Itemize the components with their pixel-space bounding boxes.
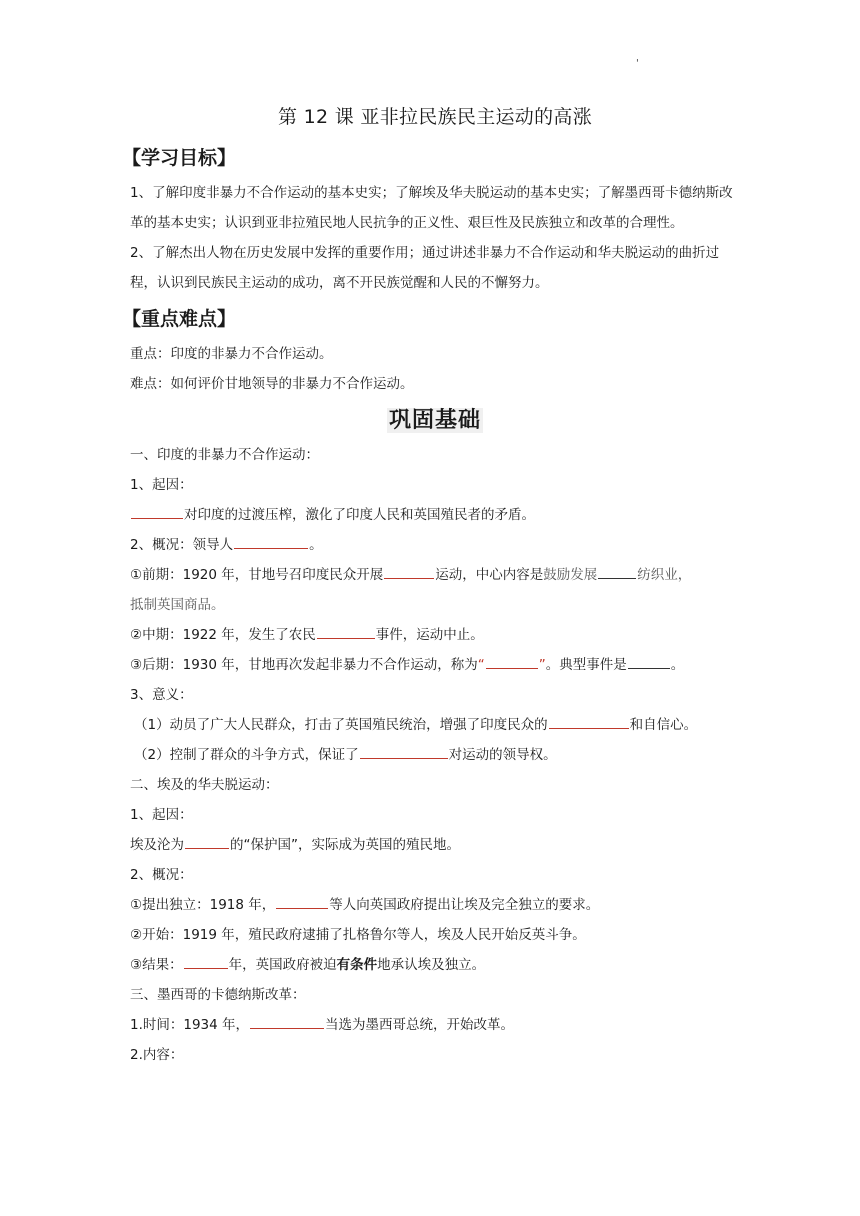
india-early-phase — [130, 560, 740, 620]
meaning-text: 和自信心。 — [629, 717, 698, 733]
early-text-serif: 抵制英国商品。 — [130, 597, 225, 613]
india-mid-phase — [130, 620, 740, 650]
blank-field[interactable] — [384, 564, 434, 579]
quote-mark: ” — [538, 657, 546, 673]
late-text: ③后期：1930 年，甘地再次发起非暴力不合作运动，称为 — [130, 657, 478, 673]
meaning-text: （2）控制了群众的斗争方式，保证了 — [134, 747, 359, 763]
lesson-title: 第 12 课 亚非拉民族民主运动的高涨 — [278, 106, 592, 128]
egypt-overview-label: 2、概况： — [130, 867, 193, 883]
india-late-phase — [130, 650, 740, 680]
india-cause-label: 1、起因： — [130, 477, 193, 493]
blank-field[interactable] — [486, 654, 538, 669]
egypt-text: ③结果： — [130, 957, 183, 973]
egypt-bold-text: 有条件 — [336, 957, 378, 973]
egypt-overview-2: ②开始：1919 年，殖民政府逮捕了扎格鲁尔等人，埃及人民开始反英斗争。 — [130, 927, 586, 943]
india-cause-text: 对印度的过渡压榨，激化了印度人民和英国殖民者的矛盾。 — [184, 507, 535, 523]
egypt-section-title: 二、埃及的华夫脱运动： — [130, 777, 279, 793]
early-text: 运动，中心内容是 — [435, 567, 544, 583]
blank-field[interactable] — [184, 954, 228, 969]
blank-field[interactable] — [317, 624, 375, 639]
key-point: 重点：印度的非暴力不合作运动。 — [130, 346, 333, 362]
egypt-text: 地承认埃及独立。 — [377, 957, 486, 973]
blank-field[interactable] — [234, 534, 308, 549]
blank-field[interactable] — [360, 744, 448, 759]
blank-field[interactable] — [628, 654, 670, 669]
egypt-text: 的“保护国”，实际成为英国的殖民地。 — [230, 837, 460, 853]
india-overview-line — [130, 530, 740, 560]
meaning-text: （1）动员了广大人民群众，打击了英国殖民统治，增强了印度民众的 — [134, 717, 548, 733]
punctuation: 。 — [670, 657, 685, 673]
egypt-overview-3 — [130, 950, 740, 980]
blank-field[interactable] — [131, 504, 183, 519]
mexico-text: 1.时间：1934 年， — [130, 1017, 250, 1033]
corner-mark: ' — [636, 58, 639, 69]
punctuation: 。 — [309, 537, 323, 553]
late-text: 。典型事件是 — [545, 657, 627, 673]
egypt-text: 年，英国政府被迫 — [228, 957, 337, 973]
objectives-heading: 【学习目标】 — [122, 147, 237, 169]
mexico-text: 当选为墨西哥总统，开始改革。 — [325, 1017, 515, 1033]
egypt-text: ①提出独立：1918 年， — [130, 897, 276, 913]
egypt-cause-line — [130, 830, 740, 860]
objective-1: 1、了解印度非暴力不合作运动的基本史实；了解埃及华夫脱运动的基本史实；了解墨西哥卡德纳斯改革的基本史实；认识到亚非拉殖民地人民抗争的正义性、艰巨性及民族独立和改革的合理性。 — [130, 185, 733, 231]
early-text: ①前期：1920 年，甘地号召印度民众开展 — [130, 567, 384, 583]
meaning-text: 对运动的领导权。 — [448, 747, 557, 763]
key-points-heading: 【重点难点】 — [122, 308, 237, 330]
objective-2: 2、了解杰出人物在历史发展中发挥的重要作用；通过讲述非暴力不合作运动和华夫脱运动的曲折过程，认识到民族民主运动的成功，离不开民族觉醒和人民的不懈努力。 — [130, 245, 720, 291]
blank-field[interactable] — [598, 564, 636, 579]
blank-field[interactable] — [250, 1014, 324, 1029]
early-text-serif: 鼓励发展 — [543, 567, 598, 583]
mexico-content: 2.内容： — [130, 1047, 184, 1063]
blank-field[interactable] — [185, 834, 229, 849]
egypt-cause-label: 1、起因： — [130, 807, 193, 823]
egypt-text: 埃及沦为 — [130, 837, 184, 853]
blank-field[interactable] — [549, 714, 629, 729]
india-meaning-label: 3、意义： — [130, 687, 193, 703]
basics-heading — [130, 403, 740, 434]
india-cause-line — [130, 500, 740, 530]
mexico-time — [130, 1010, 740, 1040]
mid-text: 事件，运动中止。 — [375, 627, 484, 643]
india-meaning-2 — [130, 740, 740, 770]
mexico-section-title: 三、墨西哥的卡德纳斯改革： — [130, 987, 306, 1003]
mid-text: ②中期：1922 年，发生了农民 — [130, 627, 316, 643]
india-section-title: 一、印度的非暴力不合作运动： — [130, 447, 319, 463]
india-meaning-1 — [130, 710, 740, 740]
quote-mark: “ — [477, 657, 485, 673]
egypt-overview-1 — [130, 890, 740, 920]
difficult-point: 难点：如何评价甘地领导的非暴力不合作运动。 — [130, 376, 414, 392]
india-overview-label: 2、概况：领导人 — [130, 537, 234, 553]
blank-field[interactable] — [276, 894, 328, 909]
worksheet-page — [122, 102, 740, 1070]
basics-heading-text: 巩固基础 — [388, 408, 481, 433]
egypt-text: 等人向英国政府提出让埃及完全独立的要求。 — [329, 897, 600, 913]
early-text-serif: 纺织业， — [637, 567, 692, 583]
